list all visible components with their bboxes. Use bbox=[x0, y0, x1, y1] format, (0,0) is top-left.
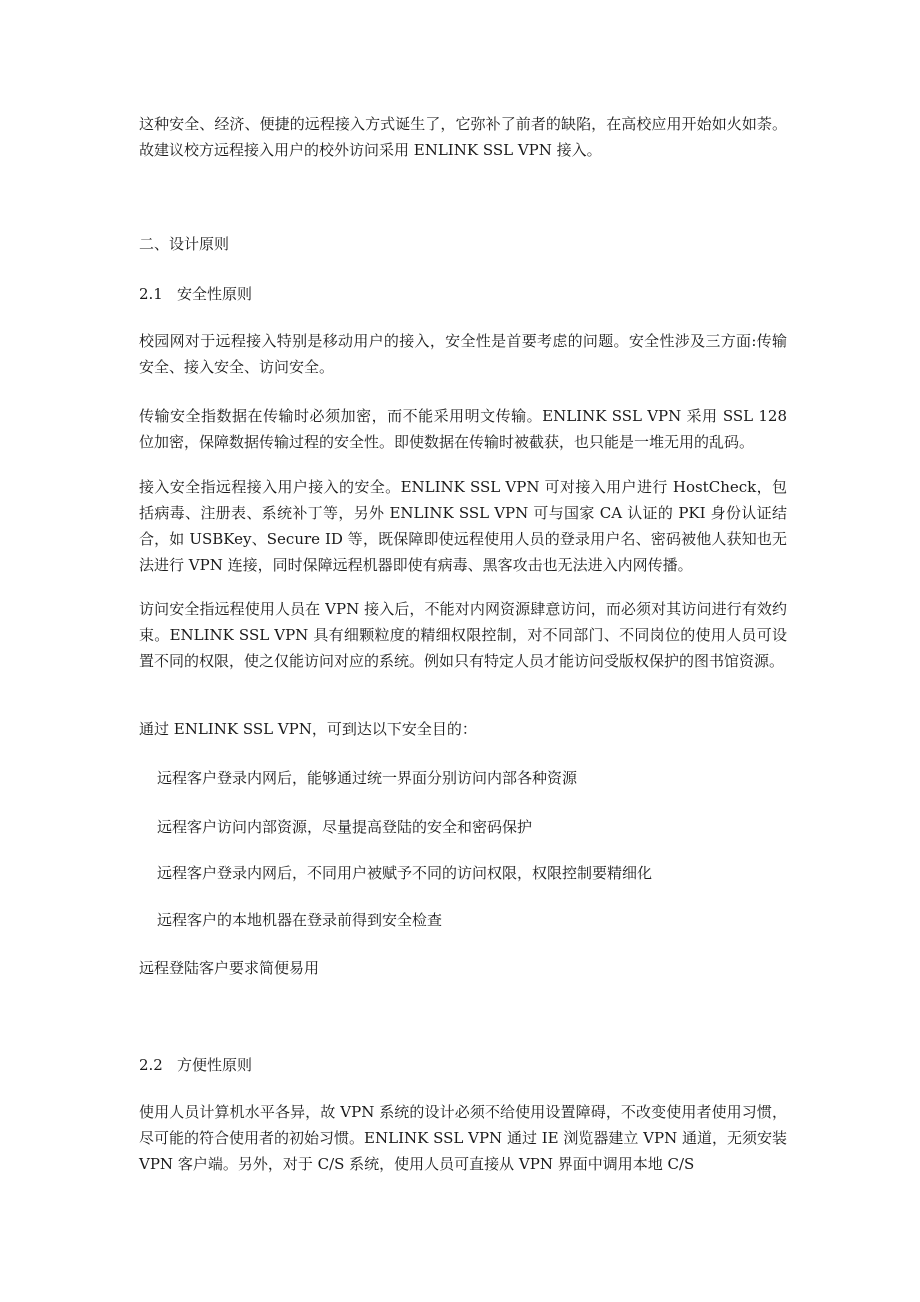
visit-security-paragraph: 访问安全指远程使用人员在 VPN 接入后，不能对内网资源肆意访问，而必须对其访问进行有效约束。ENLINK SSL VPN 具有细颗粒度的精细权限控制，对不同部门、不同岗位的使用人员可设置不同的权限，使之仅能访问对应的系统。例如只有特定人员才能访问受版权保护的图书馆资源。 bbox=[139, 600, 787, 670]
security-goal-item: 远程客户的本地机器在登录前得到安全检查 bbox=[157, 911, 443, 929]
security-goal-last: 远程登陆客户要求简便易用 bbox=[139, 959, 320, 977]
security-goal-item: 远程客户登录内网后，能够通过统一界面分别访问内部各种资源 bbox=[157, 769, 578, 787]
security-overview-paragraph: 校园网对于远程接入特别是移动用户的接入，安全性是首要考虑的问题。安全性涉及三方面:传输安全、接入安全、访问安全。 bbox=[139, 332, 787, 376]
subsection-number: 2.2 bbox=[139, 1056, 163, 1074]
convenience-paragraph: 使用人员计算机水平各异，故 VPN 系统的设计必须不给使用设置障碍，不改变使用者使用习惯，尽可能的符合使用者的初始习惯。ENLINK SSL VPN 通过 IE 浏览器建立 VPN 通道，无须安装 VPN 客户端。另外，对于 C/S 系统，使用人员可直接从 VPN 界面中调用本地 C/S bbox=[139, 1103, 787, 1173]
section-heading-design-principles: 二、设计原则 bbox=[139, 235, 230, 253]
subsection-title: 方便性原则 bbox=[177, 1056, 253, 1074]
security-goal-item: 远程客户登录内网后，不同用户被赋予不同的访问权限，权限控制要精细化 bbox=[157, 864, 653, 882]
subsection-title: 安全性原则 bbox=[177, 285, 253, 303]
subsection-number: 2.1 bbox=[139, 285, 163, 303]
transport-security-paragraph: 传输安全指数据在传输时必须加密，而不能采用明文传输。ENLINK SSL VPN 采用 SSL 128 位加密，保障数据传输过程的安全性。即使数据在传输时被截获，也只能是一堆无用的乱码。 bbox=[139, 407, 787, 451]
subsection-heading-convenience bbox=[139, 1052, 252, 1078]
security-goal-item: 远程客户访问内部资源，尽量提高登陆的安全和密码保护 bbox=[157, 818, 533, 836]
access-security-paragraph: 接入安全指远程接入用户接入的安全。ENLINK SSL VPN 可对接入用户进行 HostCheck，包括病毒、注册表、系统补丁等，另外 ENLINK SSL VPN 可与国家 CA 认证的 PKI 身份认证结合，如 USBKey、Secure ID 等，既保障即使远程使用人员的登录用户名、密码被他人获知也无法进行 VPN 连接，同时保障远程机器即使有病毒、黑客攻击也无法进入内网传播。 bbox=[139, 478, 787, 574]
intro-paragraph: 这种安全、经济、便捷的远程接入方式诞生了，它弥补了前者的缺陷，在高校应用开始如火如荼。故建议校方远程接入用户的校外访问采用 ENLINK SSL VPN 接入。 bbox=[139, 115, 787, 159]
security-goals-intro: 通过 ENLINK SSL VPN，可到达以下安全目的： bbox=[139, 720, 477, 738]
subsection-heading-security bbox=[139, 281, 252, 307]
